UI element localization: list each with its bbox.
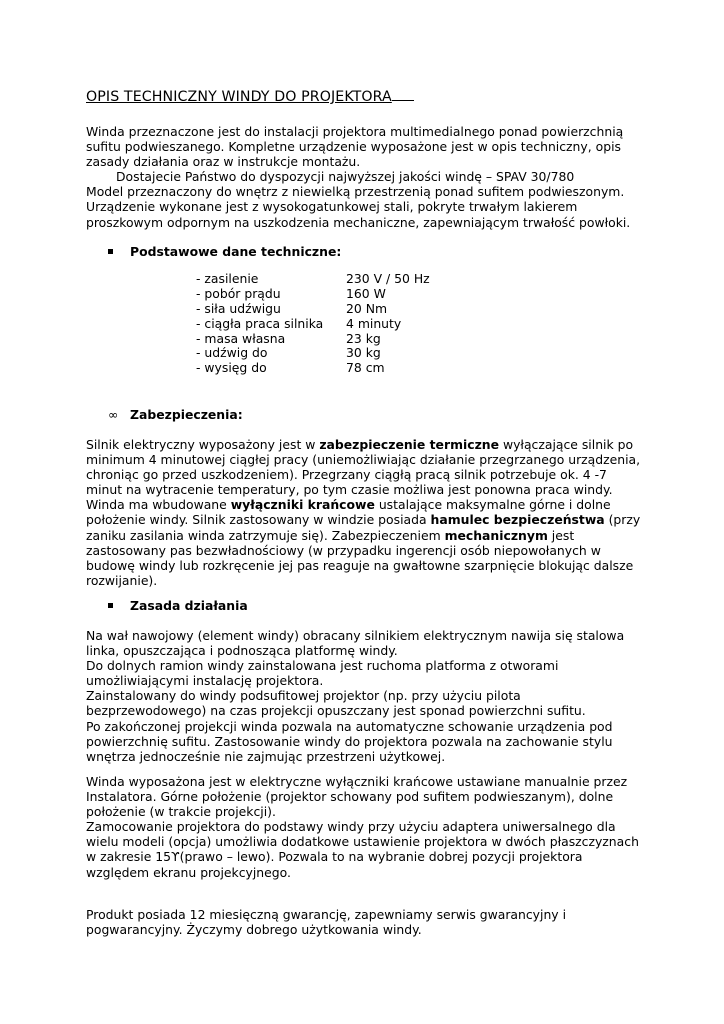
intro-line: sufitu podwieszanego. Kompletne urządzenie wyposażone jest w opis techniczny, opis <box>86 139 621 155</box>
specs-list <box>196 272 430 376</box>
infinity-icon: ∞ <box>108 407 119 422</box>
document-title: OPIS TECHNICZNY WINDY DO PROJEKTORA <box>86 88 414 105</box>
text-line <box>86 543 646 558</box>
spec-row: - zasilenie 230 V / 50 Hz <box>196 271 430 286</box>
text-line <box>86 497 646 512</box>
text-fragment: minimum 4 minutowej ciągłej pracy (uniemożliwiając działanie przegrzanego urządzenia, <box>86 452 641 468</box>
text-fragment: jest <box>547 527 575 543</box>
square-bullet-icon <box>108 603 113 608</box>
text-line: Po zakończonej projekcji winda pozwala na automatyczne schowanie urządzenia pod <box>86 718 613 734</box>
text-fragment: rozwijanie). <box>86 572 158 588</box>
spec-row: - wysięg do 78 cm <box>196 360 385 376</box>
spec-row: - ciągła praca silnika 4 minuty <box>196 315 402 331</box>
text-line: linka, opuszczająca i podnosząca platformę windy. <box>86 643 398 659</box>
text-line: względem ekranu projekcyjnego. <box>86 864 291 880</box>
section-heading-specs: Podstawowe dane techniczne: <box>108 244 341 259</box>
text-line: Na wał nawojowy (element windy) obracany silnikiem elektrycznym nawija się stalowa <box>86 628 625 643</box>
emphasized-term: mechanicznym <box>444 527 548 543</box>
section-heading-operation: Zasada działania <box>108 598 248 613</box>
emphasized-term: hamulec bezpieczeństwa <box>430 512 605 528</box>
intro-line: Model przeznaczony do wnętrz z niewielką przestrzenią ponad sufitem podwieszonym. <box>86 184 625 200</box>
intro-paragraph <box>86 124 646 230</box>
text-line <box>86 528 646 543</box>
text-fragment: wyłączające silnik po <box>499 437 634 452</box>
text-line <box>86 467 646 482</box>
text-line <box>86 437 646 452</box>
text-fragment: budowę windy lub rozkręcenie jej pas reaguje na gwałtowne szarpnięcie blokując dalsze <box>86 557 634 573</box>
emphasized-term: zabezpieczenie termiczne <box>319 437 500 452</box>
text-line <box>86 482 646 497</box>
text-line: Do dolnych ramion windy zainstalowana jest ruchoma platforma z otworami <box>86 658 559 674</box>
text-line: wielu modeli (opcja) umożliwia dodatkowe ustawienie projektora w dwóch płaszczyznach <box>86 834 639 850</box>
spec-row: - pobór prądu 160 W <box>196 285 386 301</box>
operation-paragraph-2 <box>86 774 646 880</box>
text-line: w zakresie 15ϒ(prawo – lewo). Pozwala to na wybranie dobrej pozycji projektora <box>86 849 583 865</box>
intro-line: Winda przeznaczone jest do instalacji projektora multimedialnego ponad powierzchnią <box>86 124 624 139</box>
intro-line: Urządzenie wykonane jest z wysokogatunkowej stali, pokryte trwałym lakierem <box>86 199 578 215</box>
text-fragment: Silnik elektryczny wyposażony jest w <box>86 437 320 452</box>
text-line <box>86 558 646 573</box>
section-heading-safety: ∞ Zabezpieczenia: <box>108 407 243 422</box>
text-line: Zamocowanie projektora do podstawy windy przy użyciu adaptera uniwersalnego dla <box>86 819 616 835</box>
intro-line: zasady działania oraz w instrukcje montażu. <box>86 154 361 170</box>
text-line <box>86 512 646 527</box>
text-fragment: (przy <box>604 512 641 528</box>
text-line: Instalatora. Górne położenie (projektor schowany pod sufitem podwieszanym), dolne <box>86 789 614 805</box>
text-line <box>86 452 646 467</box>
text-fragment: ustalające maksymalne górne i dolne <box>374 497 611 513</box>
text-line: wnętrza jednocześnie nie zajmując przestrzeni użytkowej. <box>86 748 446 764</box>
text-line <box>86 573 646 588</box>
emphasized-term: wyłączniki krańcowe <box>230 497 375 513</box>
text-fragment: Winda ma wbudowane <box>86 497 231 513</box>
text-fragment: zastosowany pas bezwładnościowy (w przypadku ingerencji osób niepowołanych w <box>86 542 601 558</box>
text-fragment: chroniąc go przed uszkodzeniem). Przegrzany ciągłą pracą silnik potrzebuje ok. 4 -7 <box>86 467 607 483</box>
intro-line: Dostajecie Państwo do dyspozycji najwyższej jakości windę – SPAV 30/780 <box>116 169 575 185</box>
square-bullet-icon <box>108 249 113 254</box>
text-line: Produkt posiada 12 miesięczną gwarancję, zapewniamy serwis gwarancyjny i <box>86 907 567 922</box>
spec-row: - udźwig do 30 kg <box>196 345 381 361</box>
text-line: położenie (w trakcie projekcji). <box>86 804 276 820</box>
safety-paragraph <box>86 437 646 588</box>
text-fragment: zaniku zasilania winda zatrzymuje się). Zabezpieczeniem <box>86 527 445 543</box>
warranty-paragraph <box>86 907 646 937</box>
text-fragment: położenie windy. Silnik zastosowany w windzie posiada <box>86 512 431 528</box>
text-line: Zainstalowany do windy podsufitowej projektor (np. przy użyciu pilota <box>86 688 521 704</box>
operation-paragraph-1 <box>86 628 646 764</box>
text-line: umożliwiającymi instalację projektora. <box>86 673 324 689</box>
text-line: Winda wyposażona jest w elektryczne wyłączniki krańcowe ustawiane manualnie przez <box>86 774 628 789</box>
text-line: pogwarancyjny. Życzymy dobrego użytkowania windy. <box>86 922 422 938</box>
text-fragment: minut na wytracenie temperatury, po tym czasie możliwa jest ponowna praca windy. <box>86 482 613 498</box>
intro-line: proszkowym odpornym na uszkodzenia mechaniczne, zapewniającym trwałość powłoki. <box>86 214 631 230</box>
spec-row: - masa własna 23 kg <box>196 330 381 346</box>
spec-row: - siła udźwigu 20 Nm <box>196 300 388 316</box>
text-line: powierzchnię sufitu. Zastosowanie windy do projektora pozwala na zachowanie stylu <box>86 733 613 749</box>
text-line: bezprzewodowego) na czas projekcji opuszczany jest sponad powierzchni sufitu. <box>86 703 586 719</box>
